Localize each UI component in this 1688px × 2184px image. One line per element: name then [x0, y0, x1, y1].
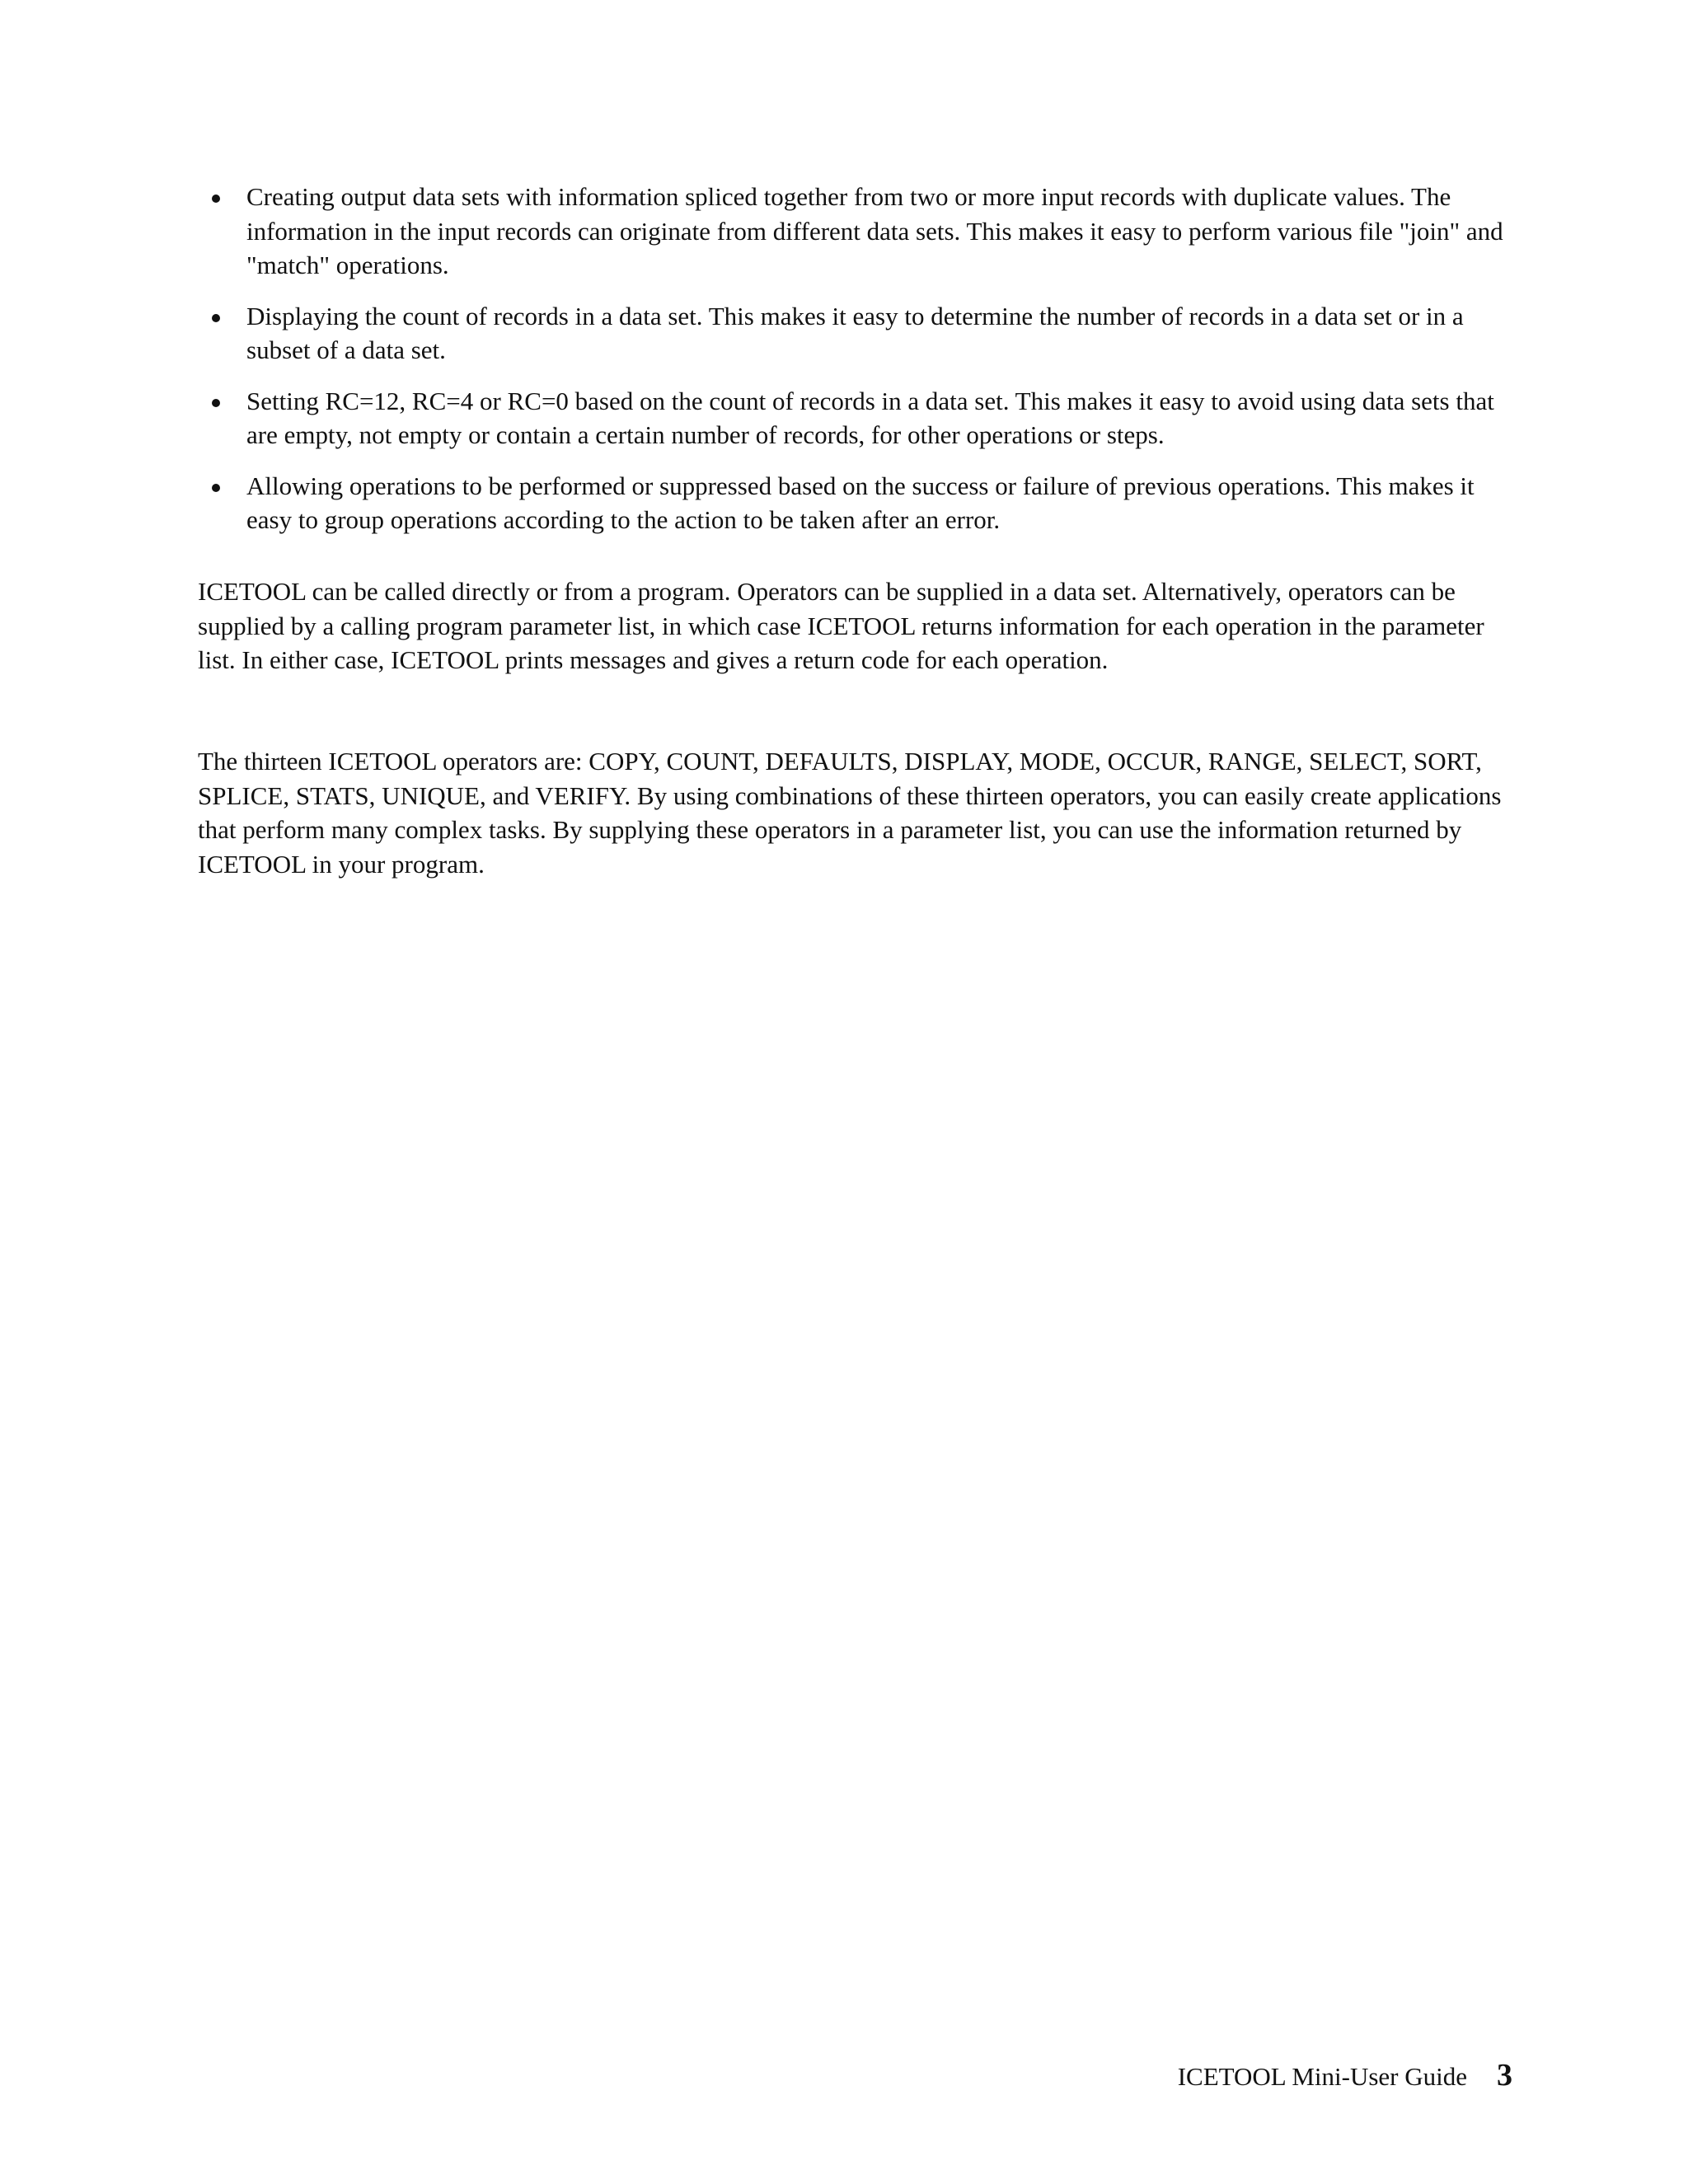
bullet-dot-icon [212, 314, 220, 322]
bullet-item [198, 180, 1517, 283]
bullet-dot-icon [212, 484, 220, 492]
bullet-text: Allowing operations to be performed or suppressed based on the success or failure of previous operations. This makes it easy to group operations according to the action to be taken after an error. [246, 471, 1475, 534]
page-number: 3 [1497, 2058, 1512, 2093]
body-paragraph-operators: The thirteen ICETOOL operators are: COPY, COUNT, DEFAULTS, DISPLAY, MODE, OCCUR, RANGE, SELECT, SORT, SPLICE, STATS, UNIQUE, and VERIFY. By using combinations of these thirteen operators, you can easily create applications that perform many complex tasks. By supplying these operators in a parameter list, you can use the information returned by ICETOOL in your program. [198, 747, 1502, 879]
bullet-dot-icon [212, 399, 220, 407]
body-paragraph-calling: ICETOOL can be called directly or from a program. Operators can be supplied in a data set. Alternatively, operators can be supplied by a calling program parameter list, in which case ICETOOL returns information for each operation in the parameter list. In either case, ICETOOL prints messages and gives a return code for each operation. [198, 577, 1484, 674]
bullet-item [198, 469, 1517, 537]
footer-title: ICETOOL Mini-User Guide [1177, 2062, 1467, 2091]
page-footer [1178, 2057, 1512, 2093]
bullet-item [198, 299, 1517, 368]
bullet-dot-icon [212, 194, 220, 203]
bullet-text: Setting RC=12, RC=4 or RC=0 based on the count of records in a data set. This makes it easy to avoid using data sets that are empty, not empty or contain a certain number of records, for other operations or steps. [246, 386, 1494, 449]
bullet-item [198, 384, 1517, 452]
bullet-text: Displaying the count of records in a data set. This makes it easy to determine the number of records in a data set or in a subset of a data set. [246, 301, 1464, 364]
bullet-text: Creating output data sets with information spliced together from two or more input records with duplicate values. The information in the input records can originate from different data sets. This makes it easy to perform various file "join" and "match" operations. [246, 182, 1503, 279]
feature-bullet-list [198, 180, 1517, 554]
